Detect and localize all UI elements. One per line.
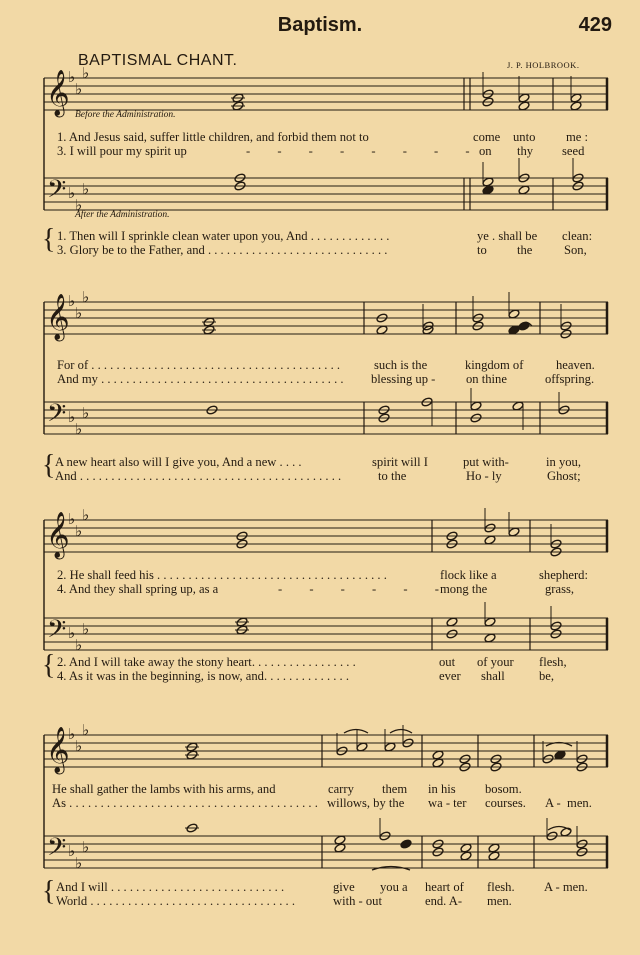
lyric-word: on [479, 144, 492, 158]
flat-sign-icon: ♭ [75, 196, 83, 214]
lyric-word: men. [487, 894, 512, 908]
bass-clef-icon: 𝄢 [47, 615, 67, 650]
lyric-word: seed [562, 144, 585, 158]
lyric-recitation: And . . . . . . . . . . . . . . . . . . . . . . . . . . . . . . . . . . . . . . . . . . [55, 469, 342, 483]
lyric-word: Ho - ly [466, 469, 502, 483]
lyric-word: grass, [545, 582, 575, 596]
slur-mark [548, 827, 570, 831]
lyric-word: shall [481, 669, 505, 683]
page-number: 429 [578, 14, 612, 36]
lyric-recitation: For of . . . . . . . . . . . . . . . . . . . . . . . . . . . . . . . . . . . . . . . . [57, 358, 341, 372]
lyric-recitation: 3. Glory be to the Father, and . . . . . . . . . . . . . . . . . . . . . . . . . . . . . [57, 243, 388, 257]
verse-brace: { [42, 650, 56, 681]
flat-sign-icon: ♭ [82, 506, 90, 524]
flat-sign-icon: ♭ [68, 842, 76, 860]
lyric-word: to [477, 243, 487, 257]
lyric-recitation: 4. As it was in the beginning, is now, and. . . . . . . . . . . . . . [57, 669, 349, 683]
verse-brace: { [42, 224, 56, 255]
lyric-word: Ghost; [547, 469, 581, 483]
lyric-word: bosom. [485, 782, 522, 796]
lyric-word: with - out [333, 894, 382, 908]
lyric-recitation: 2. And I will take away the stony heart. . . . . . . . . . . . . . . . . [57, 655, 356, 669]
flat-sign-icon: ♭ [82, 288, 90, 306]
lyric-recitation: As . . . . . . . . . . . . . . . . . . . . . . . . . . . . . . . . . . . . . . . . [52, 796, 318, 810]
flat-sign-icon: ♭ [68, 510, 76, 528]
treble-clef-icon: 𝄞 [46, 727, 70, 773]
treble-clef-icon: 𝄞 [46, 294, 70, 340]
lyric-word: spirit will I [372, 455, 428, 469]
lyric-recitation: 4. And they shall spring up, as a [57, 582, 219, 596]
lyric-word: in you, [546, 455, 581, 469]
lyric-word: ever [439, 669, 461, 683]
lyric-word: end. A- [425, 894, 463, 908]
lyric-word: be, [539, 669, 555, 683]
verse-brace: { [42, 876, 56, 907]
lyric-word: shepherd: [539, 568, 588, 582]
flat-sign-icon: ♭ [68, 624, 76, 642]
flat-sign-icon: ♭ [75, 522, 83, 540]
lyric-word: thy [517, 144, 534, 158]
flat-sign-icon: ♭ [82, 180, 90, 198]
page-title: Baptism. [277, 14, 363, 36]
flat-sign-icon: ♭ [82, 721, 90, 739]
lyric-recitation: 2. He shall feed his . . . . . . . . . . . . . . . . . . . . . . . . . . . . . . . . . . . . . [57, 568, 387, 582]
lyric-recitation: 3. I will pour my spirit up [57, 144, 187, 158]
lyric-word: to the [378, 469, 407, 483]
lyric-word: me : [566, 130, 589, 144]
lyric-word: ye . shall be [477, 229, 538, 243]
lyric-dashes: - - - - - - [278, 582, 451, 596]
lyric-word: put with- [463, 455, 509, 469]
lyric-word: in his [428, 782, 456, 796]
lyric-word: the [517, 243, 533, 257]
flat-sign-icon: ♭ [68, 725, 76, 743]
lyric-word: clean: [562, 229, 593, 243]
treble-clef-icon: 𝄞 [46, 70, 70, 116]
lyric-word: flesh. [487, 880, 515, 894]
lyric-word: wa - ter [428, 796, 467, 810]
flat-sign-icon: ♭ [82, 404, 90, 422]
lyric-recitation: And my . . . . . . . . . . . . . . . . . . . . . . . . . . . . . . . . . . . . . . . [57, 372, 344, 386]
flat-sign-icon: ♭ [68, 408, 76, 426]
lyric-word: you a [380, 880, 408, 894]
flat-sign-icon: ♭ [68, 184, 76, 202]
lyric-word: heaven. [556, 358, 595, 372]
lyric-word: them [382, 782, 408, 796]
flat-sign-icon: ♭ [82, 64, 90, 82]
lyric-word: willows, by the [327, 796, 405, 810]
lyric-word: out [439, 655, 456, 669]
lyric-amen: A - men. [545, 796, 592, 810]
lyric-word: flock like a [440, 568, 497, 582]
lyric-word: unto [513, 130, 536, 144]
lyric-recitation: 1. And Jesus said, suffer little children, and forbid them not to [57, 130, 369, 144]
composer-credit: J. P. HOLBROOK. [507, 60, 580, 70]
note-head [400, 839, 412, 849]
flat-sign-icon: ♭ [75, 737, 83, 755]
flat-sign-icon: ♭ [75, 304, 83, 322]
lyric-dashes: - - - - - - - - [246, 144, 482, 158]
lyric-word: kingdom of [465, 358, 524, 372]
lyric-word: Son, [564, 243, 587, 257]
after-administration-note: After the Administration. [75, 210, 170, 220]
chant-title: BAPTISMAL CHANT. [78, 52, 238, 69]
slur-mark [390, 730, 412, 734]
lyric-word: courses. [485, 796, 526, 810]
bass-clef-icon: 𝄢 [47, 833, 67, 868]
lyric-recitation: World . . . . . . . . . . . . . . . . . . . . . . . . . . . . . . . . . [56, 894, 295, 908]
before-administration-note: Before the Administration. [75, 110, 176, 120]
lyric-amen: A - men. [544, 880, 588, 894]
lyric-word: of your [477, 655, 514, 669]
lyric-word: mong the [440, 582, 488, 596]
flat-sign-icon: ♭ [75, 420, 83, 438]
flat-sign-icon: ♭ [68, 292, 76, 310]
bass-clef-icon: 𝄢 [47, 399, 67, 434]
lyric-word: offspring. [545, 372, 595, 386]
lyric-word: carry [328, 782, 354, 796]
lyric-word: give [333, 880, 355, 894]
slur-mark [344, 730, 368, 734]
lyric-word: on thine [466, 372, 507, 386]
flat-sign-icon: ♭ [75, 854, 83, 872]
lyric-recitation: And I will . . . . . . . . . . . . . . . . . . . . . . . . . . . . [56, 880, 285, 894]
lyric-word: blessing up - [371, 372, 436, 386]
lyric-word: flesh, [539, 655, 567, 669]
lyric-word: come [473, 130, 501, 144]
lyric-recitation: A new heart also will I give you, And a new . . . . [55, 455, 302, 469]
lyric-recitation: 1. Then will I sprinkle clean water upon you, And . . . . . . . . . . . . . [57, 229, 390, 243]
verse-brace: { [42, 450, 56, 481]
flat-sign-icon: ♭ [75, 636, 83, 654]
flat-sign-icon: ♭ [82, 620, 90, 638]
lyric-word: heart of [425, 880, 464, 894]
treble-clef-icon: 𝄞 [46, 512, 70, 558]
bass-clef-icon: 𝄢 [47, 175, 67, 210]
flat-sign-icon: ♭ [82, 838, 90, 856]
flat-sign-icon: ♭ [68, 68, 76, 86]
lyric-word: such is the [374, 358, 428, 372]
lyric-recitation: He shall gather the lambs with his arms, and [52, 782, 276, 796]
flat-sign-icon: ♭ [75, 80, 83, 98]
